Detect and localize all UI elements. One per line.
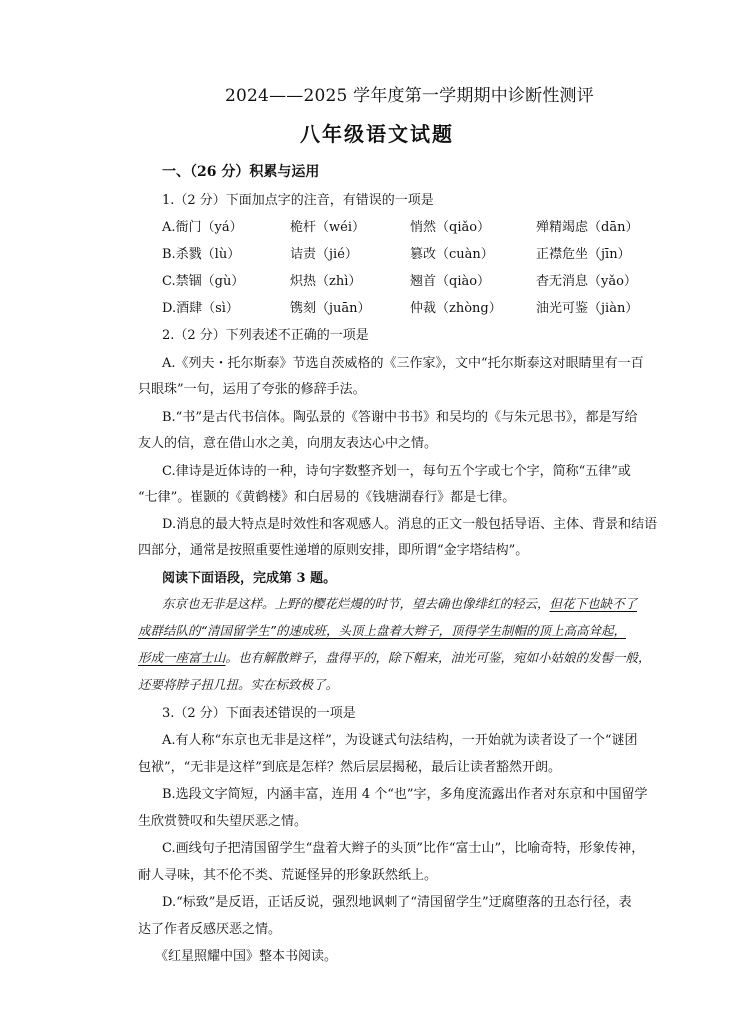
- q1-option-b-word2: 诘责（jié）: [290, 247, 358, 262]
- q3-line: D.“标致”是反语，正话反说，强烈地讽刺了“清国留学生”迂腐堕落的丑态行径，表: [162, 895, 632, 910]
- q2-line: “七律”。崔颢的《黄鹤楼》和白居易的《钱塘湖春行》都是七律。: [138, 490, 516, 505]
- passage-text: 东京也无非是这样。上野的樱花烂熳的时节，望去确也像绯红的轻云，: [162, 596, 550, 611]
- exam-subtitle: 八年级语文试题: [300, 122, 454, 146]
- book-reading-heading: 《红星照耀中国》整本书阅读。: [155, 949, 338, 964]
- q1-option-b-word4: 正襟危坐（jīn）: [536, 247, 631, 262]
- q1-option-a-word2: 桅杆（wéi）: [290, 220, 365, 235]
- q1-option-d-word4: 油光可鉴（jiàn）: [536, 301, 639, 316]
- underlined-sentence: 成群结队的“清国留学生”的速成班，头顶上盘着大辫子，顶得学生制帽的顶上高高耸起，: [138, 623, 626, 638]
- exam-title: 2024——2025 学年度第一学期期中诊断性测评: [225, 86, 594, 106]
- q1-option-c-word3: 翘首（qiào）: [410, 274, 491, 289]
- passage-text: 。也有解散辫子，盘得平的，除下帽来，油光可鉴，宛如小姑娘的发髻一般，: [225, 650, 651, 665]
- passage-line-4: 还要将脖子扭几扭。实在标致极了。: [138, 677, 339, 692]
- q2-line: B.“书”是古代书信体。陶弘景的《答谢中书书》和吴均的《与朱元思书》，都是写给: [162, 410, 638, 425]
- q1-option-b-word3: 篡改（cuàn）: [410, 247, 494, 262]
- q3-line: A.有人称“东京也无非是这样”，为设谜式句法结构，一开始就为读者设了一个“谜团: [162, 733, 638, 748]
- q2-line: 友人的信，意在借山水之美，向朋友表达心中之情。: [138, 436, 438, 451]
- q2-stem: 2.（2 分）下列表述不正确的一项是: [162, 328, 369, 343]
- q2-line: A.《列夫・托尔斯泰》节选自茨威格的《三作家》，文中“托尔斯泰这对眼睛里有一百: [162, 356, 644, 371]
- q2-line: C.律诗是近体诗的一种，诗句字数整齐划一，每句五个字或七个字，简称“五律”或: [162, 464, 631, 479]
- q3-stem: 3.（2 分）下面表述错误的一项是: [162, 706, 356, 721]
- passage-line-1: [162, 594, 637, 612]
- q3-line: C.画线句子把清国留学生“盘着大辫子的头顶”比作“富士山”，比喻奇特，形象传神，: [162, 841, 645, 856]
- q1-option-c-word2: 炽热（zhì）: [290, 274, 362, 289]
- q1-option-a-word3: 悄然（qiǎo）: [410, 220, 491, 235]
- q1-option-c-word4: 杳无消息（yǎo）: [536, 274, 637, 289]
- section-heading: 一、（26 分）积累与运用: [162, 164, 320, 180]
- passage-line-3: [138, 648, 651, 666]
- q3-line: 生欣赏赞叹和失望厌恶之情。: [138, 814, 308, 829]
- q1-option-c: C.禁锢（gù）: [162, 274, 245, 289]
- reading-instruction: 阅读下面语段，完成第 3 题。: [162, 571, 337, 586]
- q2-line: 只眼珠”一句，运用了夸张的修辞手法。: [138, 382, 366, 397]
- q1-option-a-word4: 殚精竭虑（dān）: [536, 220, 639, 235]
- q3-line: 包袱”，“无非是这样”到底是怎样？然后层层揭秘，最后让读者豁然开朗。: [138, 760, 561, 775]
- q1-option-d-word2: 镌刻（juān）: [290, 301, 371, 316]
- q1-option-d: D.酒肆（sì）: [162, 301, 239, 316]
- q3-line: B.选段文字简短，内涵丰富，连用 4 个“也”字，多角度流露出作者对东京和中国留学: [162, 787, 648, 802]
- q2-line: 四部分，通常是按照重要性递增的原则安排，即所谓“金字塔结构”。: [138, 543, 529, 558]
- underlined-sentence: 形成一座富士山: [138, 650, 226, 665]
- underlined-sentence: 但花下也缺不了: [549, 596, 638, 611]
- q1-stem: 1.（2 分）下面加点字的注音，有错误的一项是: [162, 193, 434, 208]
- q1-option-a: A.衙门（yá）: [162, 220, 243, 235]
- q3-line: 耐人寻味，其不伦不类、荒诞怪异的形象跃然纸上。: [138, 868, 438, 883]
- q2-line: D.消息的最大特点是时效性和客观感人。消息的正文一般包括导语、主体、背景和结语: [162, 517, 658, 532]
- q1-option-d-word3: 仲裁（zhòng）: [410, 301, 502, 316]
- q3-line: 达了作者反感厌恶之情。: [138, 922, 282, 937]
- q1-option-b: B.杀戮（lù）: [162, 247, 241, 262]
